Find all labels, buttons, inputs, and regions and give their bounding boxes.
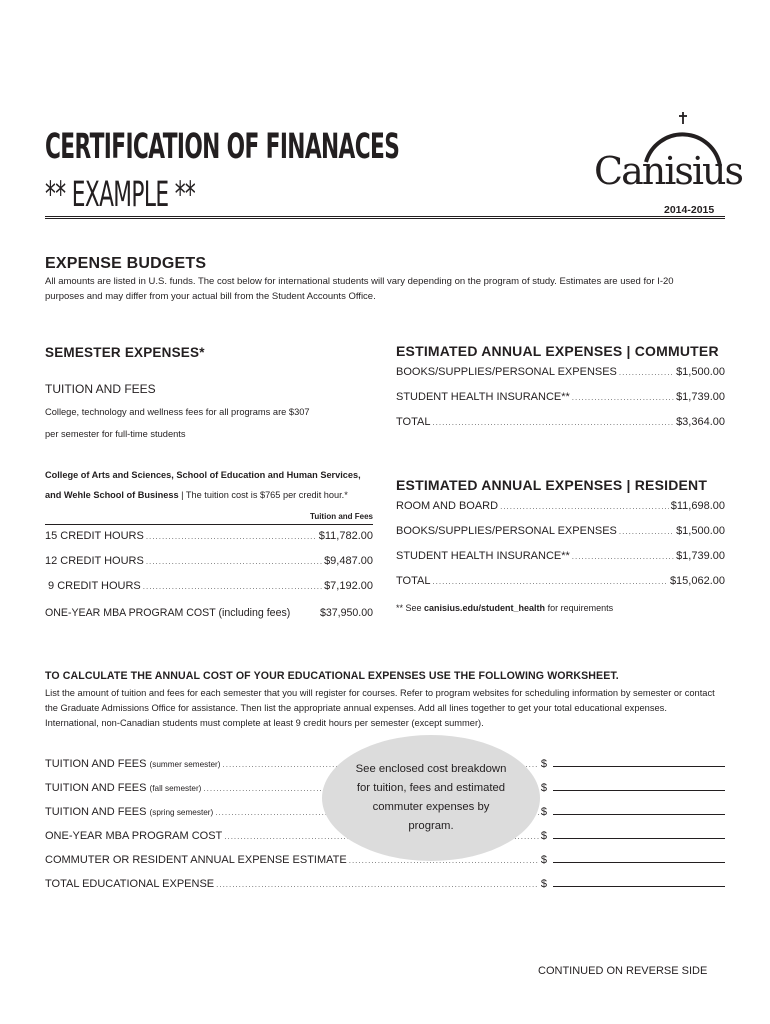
amount-field[interactable]	[553, 780, 725, 791]
dollar-sign: $	[540, 806, 547, 818]
credit-hours-label: 12 CREDIT HOURS	[45, 555, 144, 567]
academic-year: 2014-2015	[664, 204, 715, 216]
document-title: CERTIFICATION OF FINANACES	[45, 127, 400, 167]
leader-dots	[572, 553, 674, 561]
logo-wordmark: Canisius	[594, 149, 742, 193]
leader-dots	[146, 533, 317, 541]
worksheet-row-label: TUITION AND FEES	[45, 758, 147, 770]
header-rule	[45, 216, 725, 219]
resident-item-label: STUDENT HEALTH INSURANCE**	[396, 550, 570, 562]
leader-dots	[143, 583, 322, 591]
dollar-sign: $	[540, 758, 547, 770]
worksheet-row-sublabel: (spring semester)	[149, 808, 214, 817]
amount-field[interactable]	[553, 756, 725, 767]
leader-dots	[619, 528, 674, 536]
resident-item-label: ROOM AND BOARD	[396, 500, 499, 512]
commuter-total-value: $3,364.00	[676, 416, 725, 428]
worksheet-total-row	[45, 876, 725, 890]
commuter-row	[396, 367, 725, 378]
worksheet-row-label: TUITION AND FEES	[45, 782, 147, 794]
schools-line2	[45, 490, 348, 500]
worksheet-row-sublabel: (fall semester)	[149, 784, 202, 793]
dollar-sign: $	[540, 782, 547, 794]
resident-total-value: $15,062.00	[669, 575, 725, 587]
worksheet-row-label: TUITION AND FEES	[45, 806, 147, 818]
worksheet-total-label: TOTAL EDUCATIONAL EXPENSE	[45, 878, 215, 890]
schools-bold: and Wehle School of Business	[45, 490, 179, 500]
worksheet-row-label: COMMUTER OR RESIDENT ANNUAL EXPENSE ESTIMATE	[45, 854, 347, 866]
amount-field[interactable]	[553, 804, 725, 815]
expense-budgets-intro: All amounts are listed in U.S. funds. The cost below for international students will vary depending on the program of study. Estimates are used for I-20 purposes and may differ from your actual bill from the Student Accounts Office.	[45, 276, 674, 302]
tuition-fees-column-header: Tuition and Fees	[310, 512, 373, 521]
worksheet-heading: TO CALCULATE THE ANNUAL COST OF YOUR EDUCATIONAL EXPENSES USE THE FOLLOWING WORKSHEET.	[45, 670, 619, 682]
credit-hours-value: $11,782.00	[318, 530, 373, 542]
tuition-cost-note: | The tuition cost is $765 per credit hour.*	[178, 490, 348, 500]
leader-dots	[216, 881, 539, 889]
credit-hours-row	[45, 581, 373, 592]
dollar-sign: $	[540, 878, 547, 890]
fees-note-line1: College, technology and wellness fees for all programs are $307	[45, 407, 310, 417]
student-health-link[interactable]: canisius.edu/student_health	[424, 603, 546, 613]
resident-total-label: TOTAL	[396, 575, 431, 587]
resident-row	[396, 501, 725, 512]
tuition-fees-heading: TUITION AND FEES	[45, 382, 156, 396]
commuter-total-label: TOTAL	[396, 416, 431, 428]
resident-item-label: BOOKS/SUPPLIES/PERSONAL EXPENSES	[396, 525, 617, 537]
schools-line1: College of Arts and Sciences, School of Education and Human Services,	[45, 470, 361, 480]
continued-note: CONTINUED ON REVERSE SIDE	[538, 965, 708, 977]
dollar-sign: $	[540, 830, 547, 842]
commuter-heading: ESTIMATED ANNUAL EXPENSES | COMMUTER	[396, 343, 719, 359]
resident-row	[396, 551, 725, 562]
credit-hours-label: 15 CREDIT HOURS	[45, 530, 144, 542]
total-amount-field[interactable]	[553, 876, 725, 887]
amount-field[interactable]	[553, 828, 725, 839]
commuter-item-label: BOOKS/SUPPLIES/PERSONAL EXPENSES	[396, 366, 617, 378]
resident-item-value: $1,500.00	[676, 525, 725, 537]
leader-dots	[572, 394, 674, 402]
worksheet-row-sublabel: (summer semester)	[149, 760, 221, 769]
commuter-item-value: $1,739.00	[676, 391, 725, 403]
mba-cost-label: ONE-YEAR MBA PROGRAM COST (including fees)	[45, 607, 291, 619]
dollar-sign: $	[540, 854, 547, 866]
credit-hours-row	[45, 531, 373, 542]
note-suffix: for requirements	[545, 603, 614, 613]
leader-dots	[146, 558, 322, 566]
mba-cost-value: $37,950.00	[319, 607, 373, 619]
cost-breakdown-callout	[322, 735, 540, 861]
resident-total-row	[396, 576, 725, 587]
worksheet-row-label: ONE-YEAR MBA PROGRAM COST	[45, 830, 223, 842]
credit-hours-label: 9 CREDIT HOURS	[45, 580, 141, 592]
commuter-total-row	[396, 417, 725, 428]
expense-budgets-heading: EXPENSE BUDGETS	[45, 255, 207, 272]
document-subtitle: ** EXAMPLE **	[45, 175, 196, 215]
column-header-rule	[45, 524, 373, 525]
resident-row	[396, 526, 725, 537]
amount-field[interactable]	[553, 852, 725, 863]
commuter-item-label: STUDENT HEALTH INSURANCE**	[396, 391, 570, 403]
credit-hours-value: $9,487.00	[324, 555, 373, 567]
commuter-row	[396, 392, 725, 403]
callout-text: See enclosed cost breakdown for tuition, fees and estimated commuter expenses by program.	[355, 763, 507, 832]
leader-dots	[432, 578, 668, 586]
leader-dots	[619, 369, 674, 377]
credit-hours-value: $7,192.00	[324, 580, 373, 592]
health-insurance-note	[396, 603, 613, 613]
leader-dots	[432, 419, 674, 427]
leader-dots	[500, 503, 669, 511]
resident-heading: ESTIMATED ANNUAL EXPENSES | RESIDENT	[396, 477, 708, 493]
commuter-item-value: $1,500.00	[676, 366, 725, 378]
resident-item-value: $1,739.00	[676, 550, 725, 562]
semester-expenses-heading: SEMESTER EXPENSES*	[45, 345, 205, 360]
worksheet-intro: List the amount of tuition and fees for each semester that you will register for courses. Refer to program websites for scheduling information by semester or contact the Graduate Admissions Office for assistance. Then list the appropriate annual expenses. Add all lines together to get your total educational expenses. International, non-Canadian students must complete at least 9 credit hours per semester (except summer).	[45, 688, 715, 728]
canisius-logo	[594, 110, 742, 193]
credit-hours-row	[45, 556, 373, 567]
resident-item-value: $11,698.00	[670, 500, 725, 512]
fees-note-line2: per semester for full-time students	[45, 429, 186, 439]
mba-cost-row	[45, 608, 373, 619]
note-prefix: ** See	[396, 603, 425, 613]
